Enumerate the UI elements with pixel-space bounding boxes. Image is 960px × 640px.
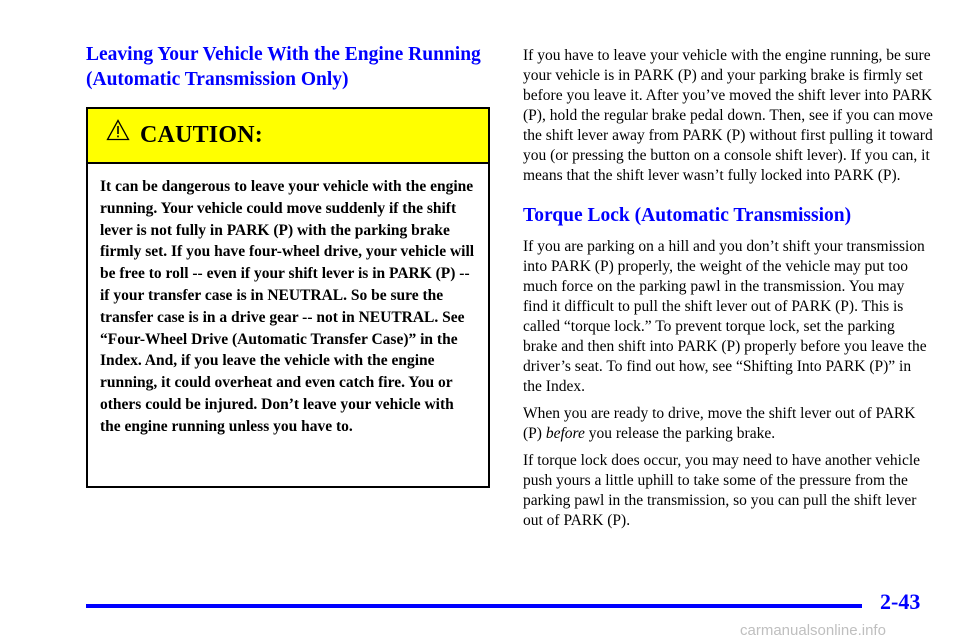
torque-lock-paragraph: If you are parking on a hill and you don’t shift your transmission into PARK (P) properly, the weight of the vehicle may put too much force on the parking pawl in the transmission. You may find it difficult to pull the shift lever out of PARK (P). This is called “torque lock.” To prevent torque lock, set the parking brake and then shift into PARK (P) properly before you leave the driver’s seat. To find out how, see “Shifting Into PARK (P)” in the Index. <box>523 238 927 395</box>
caution-box <box>86 107 490 488</box>
caution-title: CAUTION: <box>140 122 263 148</box>
ready-to-drive-text-end: you release the parking brake. <box>588 425 776 442</box>
ready-to-drive-paragraph <box>523 404 933 444</box>
ready-to-drive-text-start: When you are ready to drive, move the shift lever out of PARK (P) <box>523 405 916 442</box>
watermark: carmanualsonline.info <box>740 622 886 639</box>
caution-text: It can be dangerous to leave your vehicle with the engine running. Your vehicle could move suddenly if the shift lever is not fully in PARK (P) with the parking brake firmly set. If you have four-wheel drive, your vehicle will be free to roll -- even if your shift lever is in PARK (P) -- if your transfer case is in NEUTRAL. So be sure the transfer case is in a drive gear -- not in NEUTRAL. See “Four-Wheel Drive (Automatic Transfer Case)” in the Index. And, if you leave the vehicle with the engine running, it could overheat and even catch fire. You or others could be injured. Don’t leave your vehicle with the engine running unless you have to. <box>100 178 475 435</box>
caution-header <box>88 109 488 164</box>
footer-rule <box>86 604 862 608</box>
torque-lock-occurs-paragraph: If torque lock does occur, you may need to have another vehicle push yours a little uphill to take some of the pressure from the parking pawl in the transmission, so you can pull the shift lever out of PARK (P). <box>523 452 921 529</box>
right-column <box>523 46 933 531</box>
section-heading: Leaving Your Vehicle With the Engine Running (Automatic Transmission Only) <box>86 44 481 90</box>
emphasis-before: before <box>545 425 585 442</box>
warning-triangle-icon <box>106 119 130 146</box>
torque-lock-heading: Torque Lock (Automatic Transmission) <box>523 205 852 226</box>
page-number: 2-43 <box>880 589 921 614</box>
intro-paragraph: If you have to leave your vehicle with the engine running, be sure your vehicle is in PARK (P) and your parking brake is firmly set before you leave it. After you’ve moved the shift lever into PARK (P), hold the regular brake pedal down. Then, see if you can move the shift lever away from PARK (P) without first pulling it toward you (or pressing the button on a console shift lever). If you can, it means that the shift lever wasn’t fully locked into PARK (P). <box>523 47 933 184</box>
